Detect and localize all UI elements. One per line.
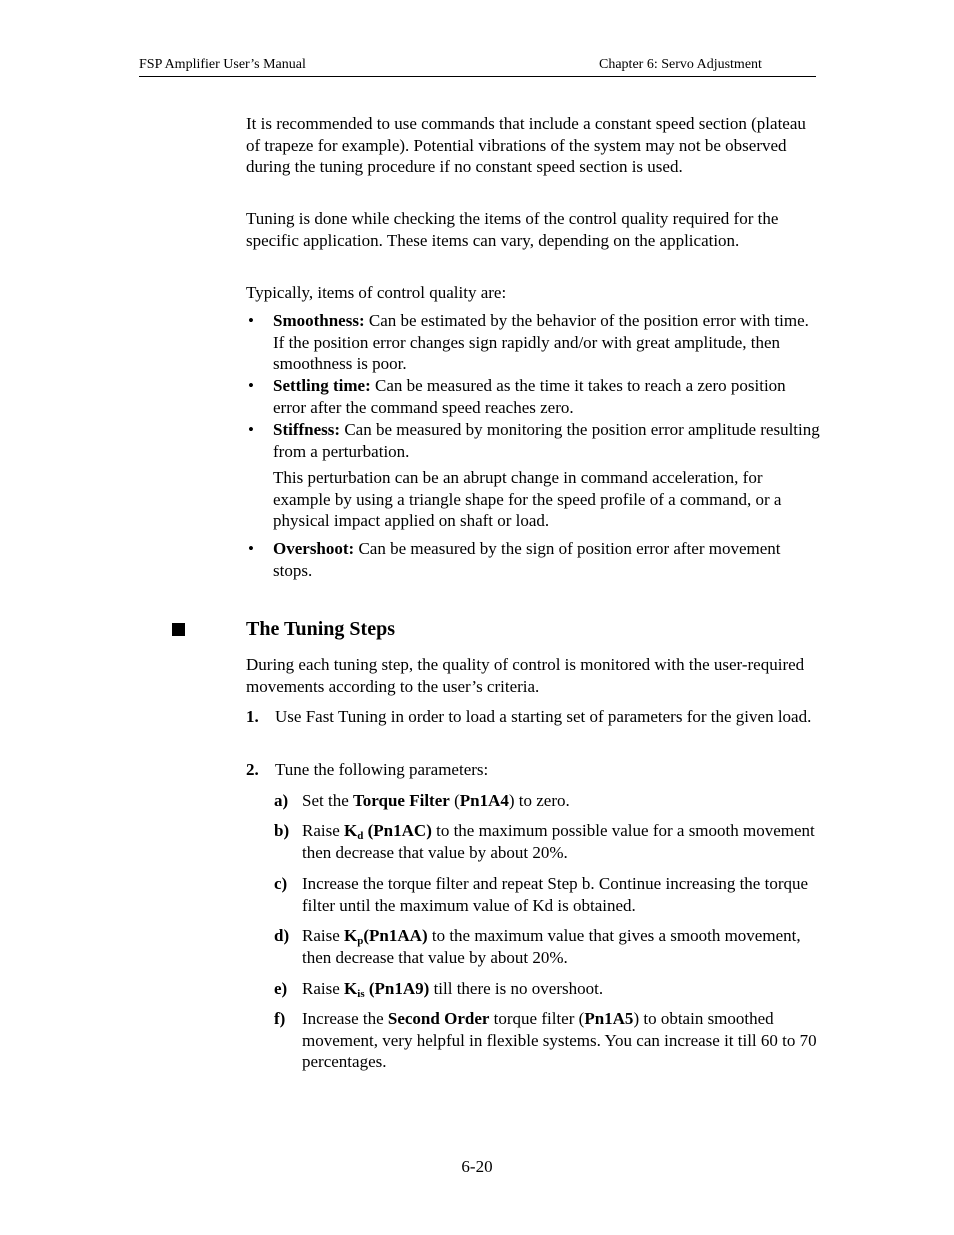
bullet-term: Settling time:: [273, 376, 371, 395]
bullet-settling-time: [273, 375, 821, 418]
bullet-term: Stiffness:: [273, 420, 341, 439]
header-rule: [139, 76, 816, 77]
bullet-text: Can be measured by the sign of position error after movement stops.: [273, 539, 781, 580]
header-chapter-title: Chapter 6: Servo Adjustment: [599, 57, 762, 72]
bullet-glyph: •: [248, 376, 254, 395]
step-1-text: Use Fast Tuning in order to load a starting set of parameters for the given load.: [275, 707, 812, 726]
square-bullet-icon: [172, 623, 185, 636]
substep-label: e): [274, 979, 288, 998]
substep-a: Set the Torque Filter (Pn1A4) to zero.: [302, 791, 570, 810]
substep-label: f): [274, 1009, 286, 1028]
bullet-smoothness: [273, 310, 821, 375]
substep-label: d): [274, 926, 290, 945]
bullet-overshoot: [273, 538, 821, 581]
substep-label: a): [274, 791, 289, 810]
substep-b: Raise $K_d$ (Pn1AC) to the maximum possible value for a smooth movement then decrease that value by about 20%.: [302, 821, 815, 862]
substep-d: Raise $K_p(Pn1AA)$ to the maximum value that gives a smooth movement, then decrease that value by about 20%.: [302, 926, 801, 967]
page-number: 6-20: [461, 1157, 493, 1176]
bullet-text: Can be measured by monitoring the position error amplitude resulting from a perturbation.: [273, 420, 820, 461]
intro-paragraph-3: Typically, items of control quality are:: [246, 283, 507, 302]
bullet-term: Overshoot:: [273, 539, 355, 558]
header-manual-title: FSP Amplifier User’s Manual: [139, 57, 306, 72]
substep-e: Raise $K_{is}$ (Pn1A9) till there is no overshoot.: [302, 979, 604, 1000]
step-number: 1.: [246, 707, 259, 726]
section-intro: During each tuning step, the quality of control is monitored with the user-required movements according to the user’s criteria.: [246, 655, 805, 696]
step-number: 2.: [246, 760, 259, 779]
bullet-glyph: •: [248, 539, 254, 558]
substep-label: b): [274, 821, 290, 840]
section-heading: The Tuning Steps: [246, 618, 395, 640]
stiffness-note: This perturbation can be an abrupt change in command acceleration, for example by using a triangle shape for the speed profile of a command, or a physical impact applied on shaft or load.: [273, 468, 782, 530]
step-2-text: Tune the following parameters:: [275, 760, 489, 779]
bullet-text: Can be measured as the time it takes to reach a zero position error after the command speed reaches zero.: [273, 376, 786, 417]
substep-label: c): [274, 874, 288, 893]
bullet-term: Smoothness:: [273, 311, 365, 330]
substep-c: Increase the torque filter and repeat Step b. Continue increasing the torque filter until the maximum value of Kd is obtained.: [302, 874, 809, 915]
substep-f: Increase the Second Order torque filter (Pn1A5) to obtain smoothed movement, very helpful in flexible systems. You can increase it till 60 to 70 percentages.: [302, 1009, 817, 1071]
bullet-stiffness: [273, 419, 821, 462]
bullet-text: Can be estimated by the behavior of the position error with time. If the position error changes sign rapidly and/or with great amplitude, then smoothness is poor.: [273, 311, 809, 373]
bullet-glyph: •: [248, 311, 254, 330]
bullet-glyph: •: [248, 420, 254, 439]
intro-paragraph-1: It is recommended to use commands that include a constant speed section (plateau of trapeze for example). Potential vibrations of the system may not be observed during the tuning procedure if no constant speed section is used.: [246, 114, 806, 176]
intro-paragraph-2: Tuning is done while checking the items of the control quality required for the specific application. These items can vary, depending on the application.: [246, 209, 779, 250]
